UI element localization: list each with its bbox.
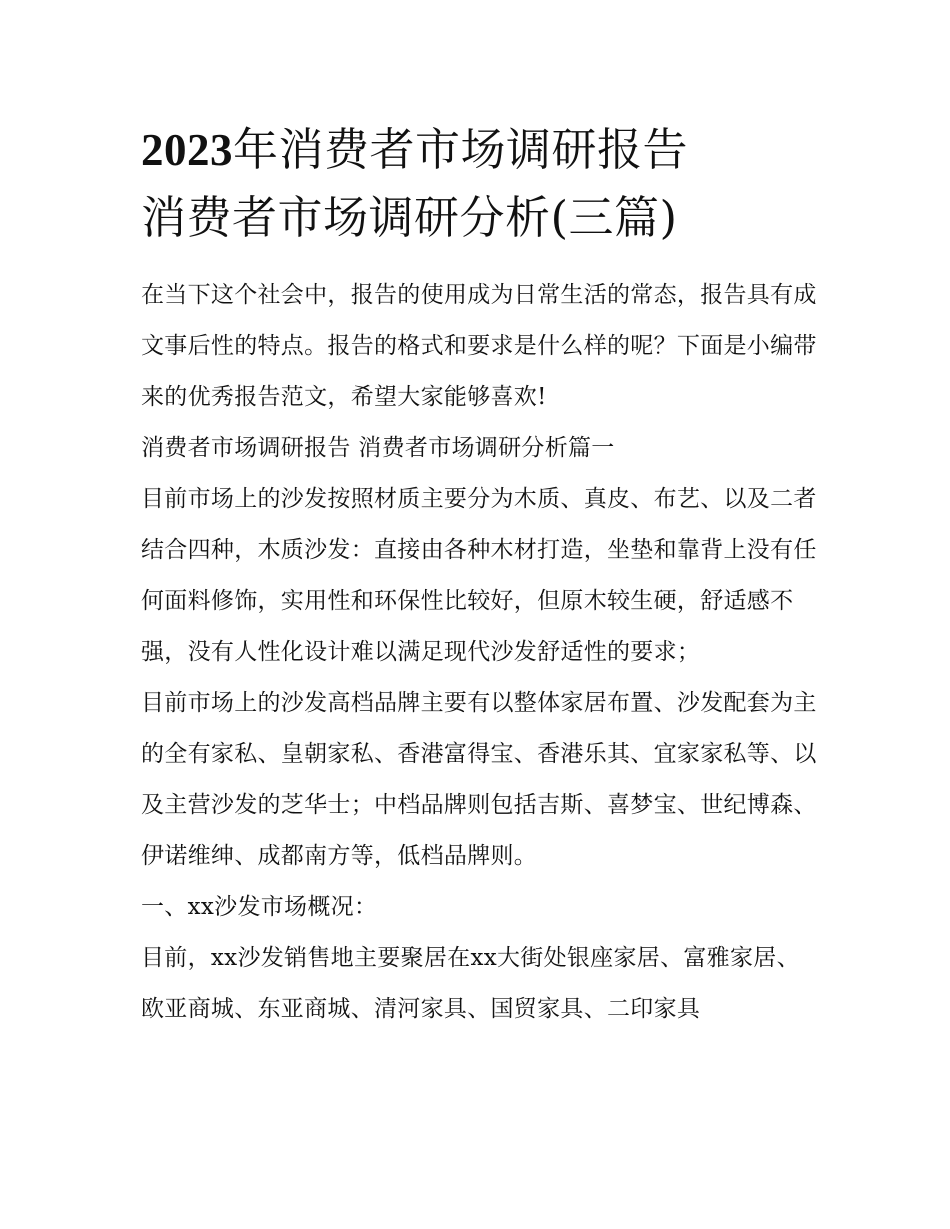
title-line-1 bbox=[141, 118, 821, 182]
intro-paragraph: 在当下这个社会中，报告的使用成为日常生活的常态，报告具有成文事后性的特点。报告的格式和要求是什么样的呢？下面是小编带来的优秀报告范文，希望大家能够喜欢! bbox=[141, 282, 817, 410]
document-content bbox=[141, 118, 821, 1035]
body-paragraph: 目前市场上的沙发高档品牌主要有以整体家居布置、沙发配套为主的全有家私、皇朝家私、香港富得宝、香港乐其、宜家家私等、以及主营沙发的芝华士；中档品牌则包括吉斯、喜梦宝、世纪博森、伊诺维绅、成都南方等，低档品牌则。 bbox=[141, 690, 817, 869]
title-year: 2023 bbox=[141, 125, 233, 175]
body-paragraph: 目前市场上的沙发按照材质主要分为木质、真皮、布艺、以及二者结合四种，木质沙发：直接由各种木材打造，坐垫和靠背上没有任何面料修饰，实用性和环保性比较好，但原木较生硬，舒适感不强，没有人性化设计难以满足现代沙发舒适性的要求； bbox=[141, 486, 817, 665]
section-heading: 消费者市场调研报告 消费者市场调研分析篇一 bbox=[141, 435, 615, 461]
document-title bbox=[141, 118, 821, 250]
subsection-heading: 一、xx沙发市场概况： bbox=[141, 894, 378, 920]
title-line-1-text: 年消费者市场调研报告 bbox=[233, 123, 689, 176]
title-line-2: 消费者市场调研分析(三篇) bbox=[141, 191, 678, 244]
body-paragraph: 目前，xx沙发销售地主要聚居在xx大街处银座家居、富雅家居、欧亚商城、东亚商城、清河家具、国贸家具、二印家具 bbox=[141, 945, 800, 1022]
document-body bbox=[141, 270, 821, 1035]
